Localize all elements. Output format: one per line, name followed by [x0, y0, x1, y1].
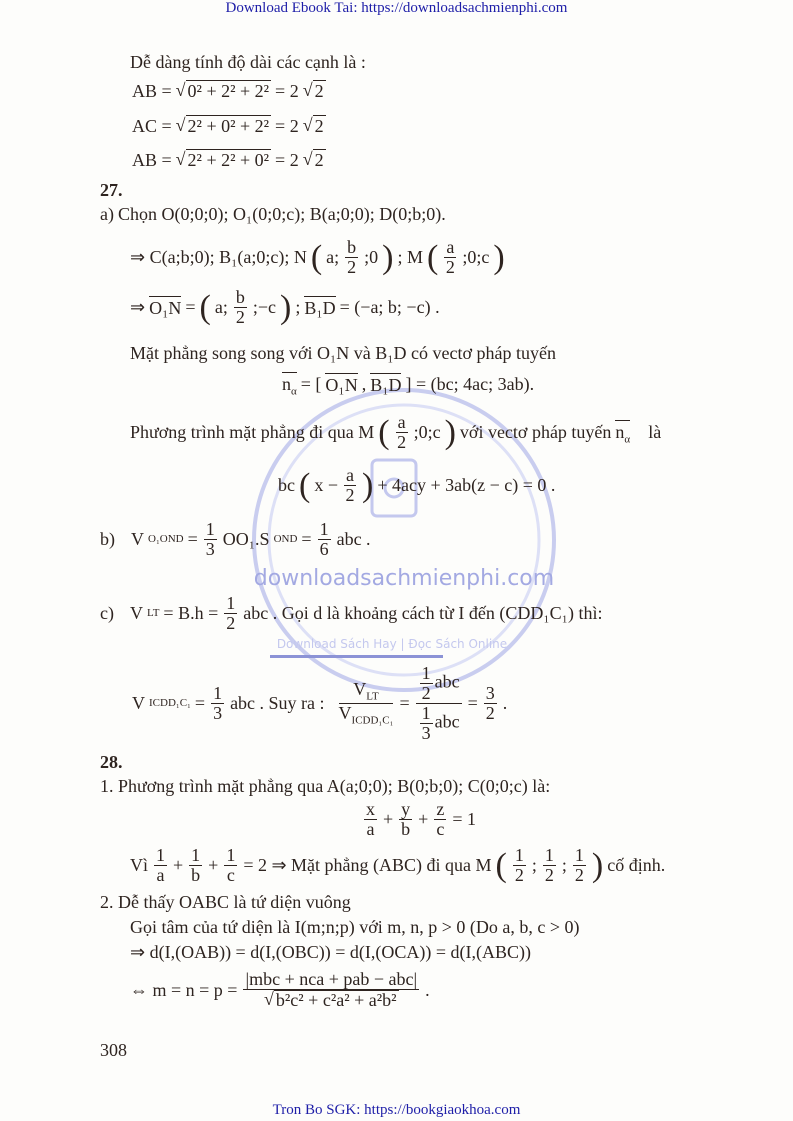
p28-center: Gọi tâm của tứ diện là I(m;n;p) với m, n, p > 0 (Do a, b, c > 0)	[130, 917, 580, 937]
p27-normal-vector: $n_\alpha$ = [ O₁N , B₁D ] = (bc; 4ac; 3ab).	[282, 374, 535, 398]
p27-plane-equation: bc ( x − $\frac{a}{2}$ ) + 4acy + 3ab(z − c) = 0 .	[278, 465, 556, 505]
eq-ab2: AB = √ 2² + 2² + 0² = 2 √ 2	[132, 149, 324, 170]
intro-text: Dễ dàng tính độ dài các cạnh là :	[130, 52, 366, 72]
p27-vectors: ⇒ O₁N = ( a; $\frac{b}{2}$ ;−c ) ; B₁D = (−a; b; −c) .	[130, 287, 440, 327]
p28-part-2: 2. Dễ thấy OABC là tứ diện vuông	[100, 892, 351, 912]
problem-28-number: 28.	[100, 752, 123, 772]
watermark-text: downloadsachmienphi.com	[253, 566, 555, 591]
problem-27-number: 27.	[100, 180, 123, 200]
p27-part-a: a) Chọn O(0;0;0); O₁(0;0;c); B(a;0;0); D(0;b;0).	[100, 204, 446, 224]
p28-final: ⇔ m = n = p = |mbc + nca + pab − abc| √ b²c² + c²a² + a²b² .	[130, 969, 430, 1010]
p28-fixed-point: Vì $\frac{1}{a}$ + $\frac{1}{b}$ + $\frac{1}{c}$ = 2 ⇒ Mặt phẳng (ABC) đi qua M ( $\frac{1}{2}$ ; $\frac{1}{2}$ ; $\frac{1}{2}$ ) cố định.	[130, 845, 666, 885]
p27-points: ⇒ C(a;b;0); B₁(a;0;c); N ( a; $\frac{b}{2}$ ;0 ) ; M ( $\frac{a}{2}$ ;0;c )	[130, 237, 505, 277]
eq-ac: AC = √ 2² + 0² + 2² = 2 √ 2	[132, 115, 324, 136]
p28-intercept-equation: $\frac{x}{a}$ + $\frac{y}{b}$ + $\frac{z}{c}$ = 1	[366, 799, 476, 839]
p27-part-c: c) V LT = B.h = $\frac{1}{2}$ abc . Gọi d là khoảng cách từ I đến (CDD₁C₁) thì:	[100, 593, 603, 633]
p27-plane-text: Mặt phẳng song song với O₁N và B₁D có vectơ pháp tuyến	[130, 343, 557, 363]
p27-part-b: b) V O₁OND = $\frac{1}{3}$ OO₁.S OND = $\frac{1}{6}$ abc .	[100, 519, 371, 559]
eq-ab1: AB = √ 0² + 2² + 2² = 2 √ 2	[132, 80, 324, 101]
page-number: 308	[100, 1040, 127, 1060]
watermark-underline	[270, 655, 443, 658]
p28-distances: ⇒ d(I,(OAB)) = d(I,(OBC)) = d(I,(OCA)) = d(I,(ABC))	[130, 942, 531, 962]
p27-equation-text: Phương trình mặt phẳng đi qua M ( $\frac{a}{2}$ ;0;c ) với vectơ pháp tuyến $n_\alpha$ là	[130, 412, 662, 452]
p27-volume-ratio: V ICDD₁C₁ = $\frac{1}{3}$ abc . Suy ra : $\frac{V_{LT}}{V_{ICDD_1C_1}}$ = $\frac{1}{2}$ abc $\frac{1}{3}$ abc = $\frac{3}{2}$ .	[132, 663, 508, 743]
header-download-link[interactable]: Download Ebook Tai: https://downloadsachmienphi.com	[225, 0, 568, 16]
footer-sgk-link[interactable]: Tron Bo SGK: https://bookgiaokhoa.com	[272, 1102, 521, 1118]
p28-part-1: 1. Phương trình mặt phẳng qua A(a;0;0); B(0;b;0); C(0;0;c) là:	[100, 776, 551, 796]
watermark-subtext: Download Sách Hay | Đọc Sách Online	[276, 637, 508, 651]
